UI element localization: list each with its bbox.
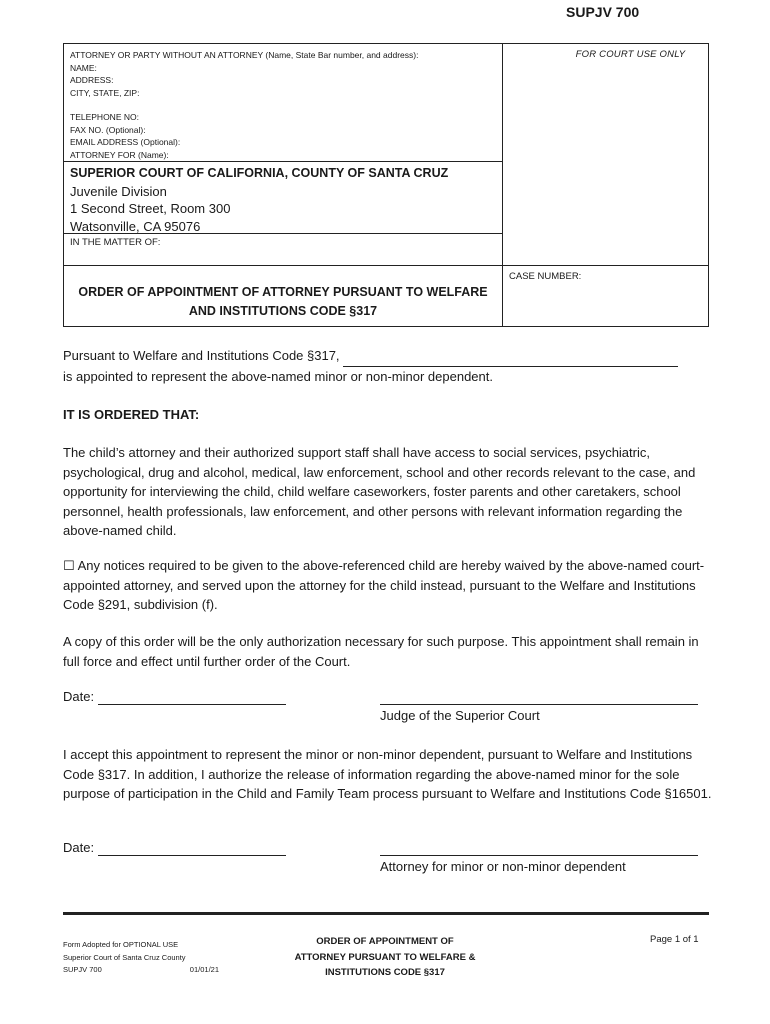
- judge-date-blank[interactable]: [98, 689, 286, 705]
- ordered-heading: IT IS ORDERED THAT:: [63, 407, 200, 422]
- footer-title: [278, 934, 492, 981]
- court-street: 1 Second Street, Room 300: [70, 201, 231, 216]
- date-label: Date:: [63, 840, 95, 855]
- appointment-clause: [63, 346, 713, 386]
- case-number-field[interactable]: CASE NUMBER:: [509, 271, 582, 282]
- waiver-paragraph: [63, 556, 713, 615]
- footer-court: Superior Court of Santa Cruz County: [63, 952, 186, 962]
- footer-form-code: SUPJV 700: [63, 965, 102, 974]
- court-info-block: [70, 165, 495, 235]
- caption-rule: [64, 265, 708, 266]
- footer-title-line: INSTITUTIONS CODE §317: [325, 967, 445, 978]
- copy-paragraph: A copy of this order will be the only authorization necessary for such purpose. This appointment shall remain in full force and effect until further order of the Court.: [63, 634, 699, 669]
- court-division: Juvenile Division: [70, 183, 167, 199]
- waiver-text: Any notices required to be given to the above-referenced child are hereby waived by the above-named court-appointed attorney, and served upon the attorney for the child instead, pursuant to the Welfare and Institutions Code §291, subdivision (f).: [63, 558, 705, 612]
- in-the-matter-field[interactable]: IN THE MATTER OF:: [70, 237, 161, 248]
- attorney-info-block: [70, 49, 495, 161]
- attorney-label: Attorney for minor or non-minor dependent: [380, 859, 626, 874]
- attorney-address-field[interactable]: ADDRESS:: [70, 75, 114, 85]
- court-city: Watsonville, CA 95076: [70, 218, 201, 234]
- attorney-signature-line[interactable]: [380, 855, 698, 856]
- waiver-checkbox[interactable]: ☐: [63, 558, 75, 573]
- footer-title-line: ORDER OF APPOINTMENT OF: [316, 936, 454, 947]
- attorney-for-field[interactable]: ATTORNEY FOR (Name):: [70, 149, 169, 160]
- judge-label: Judge of the Superior Court: [380, 708, 540, 723]
- fax-field[interactable]: FAX NO. (Optional):: [70, 124, 146, 135]
- caption-rule: [64, 161, 502, 162]
- attorney-date-blank[interactable]: [98, 840, 286, 856]
- attorney-name-field[interactable]: NAME:: [70, 62, 97, 73]
- attorney-city-field[interactable]: CITY, STATE, ZIP:: [70, 87, 140, 98]
- appointment-text: Pursuant to Welfare and Institutions Code §317,: [63, 348, 340, 363]
- court-use-label: FOR COURT USE ONLY: [575, 49, 686, 60]
- footer-adopted: Form Adopted for OPTIONAL USE: [63, 940, 179, 949]
- caption-divider: [502, 44, 503, 326]
- accept-paragraph: I accept this appointment to represent the minor or non-minor dependent, pursuant to Welfare and Institutions Code §317. In addition, I authorize the release of information regarding the above-named minor for the sole purpose of participation in the Child and Family Team process pursuant to Welfare and Institutions Code §16501.: [63, 747, 712, 801]
- footer-adoption-info: [63, 939, 243, 977]
- page-number: Page 1 of 1: [650, 934, 699, 945]
- caption-table: [63, 43, 709, 327]
- appointee-name-blank[interactable]: [343, 346, 678, 367]
- date-label: Date:: [63, 689, 95, 704]
- appointment-text-2: is appointed to represent the above-named minor or non-minor dependent.: [63, 368, 493, 384]
- email-field[interactable]: EMAIL ADDRESS (Optional):: [70, 137, 181, 147]
- judge-date-row: [63, 689, 286, 705]
- attorney-field-label: ATTORNEY OR PARTY WITHOUT AN ATTORNEY (Name, State Bar number, and address):: [70, 50, 419, 60]
- form-id: SUPJV 700: [566, 4, 640, 20]
- form-title-text: ORDER OF APPOINTMENT OF ATTORNEY PURSUANT TO WELFARE AND INSTITUTIONS CODE §317: [78, 285, 488, 318]
- judge-signature-line[interactable]: [380, 704, 698, 705]
- footer-rule: [63, 912, 709, 915]
- telephone-field[interactable]: TELEPHONE NO:: [70, 112, 139, 122]
- attorney-date-row: [63, 840, 286, 856]
- court-name: SUPERIOR COURT OF CALIFORNIA, COUNTY OF SANTA CRUZ: [70, 166, 449, 180]
- access-paragraph: The child’s attorney and their authorized support staff shall have access to social services, psychiatric, psychological, drug and alcohol, medical, law enforcement, school and other records relevant to the case, and opportunity for interviewing the child, child welfare caseworkers, foster parents and other caretakers, school personnel, health professionals, law enforcement, and other persons with relevant information regarding the above-named child.: [63, 445, 696, 538]
- form-title: [64, 276, 502, 328]
- footer-title-line: ATTORNEY PURSUANT TO WELFARE &: [294, 951, 476, 963]
- footer-form-date: 01/01/21: [189, 965, 219, 974]
